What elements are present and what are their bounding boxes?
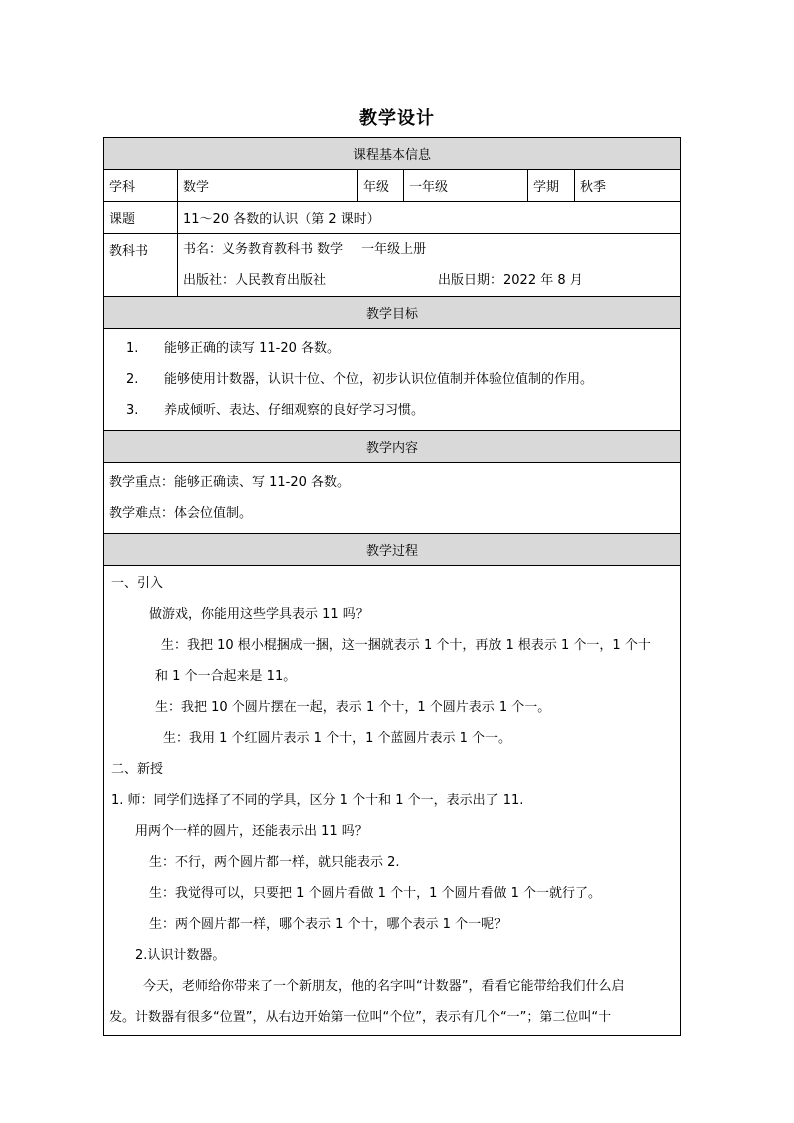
section-basic-info: 课程基本信息	[104, 138, 681, 170]
topic-label: 课题	[104, 202, 178, 234]
textbook-label: 教科书	[104, 234, 178, 297]
topic-value: 11～20 各数的认识（第 2 课时）	[178, 202, 681, 234]
term-label: 学期	[528, 170, 575, 202]
section-process: 教学过程	[104, 534, 681, 566]
grade-label: 年级	[358, 170, 404, 202]
goal-item: 2. 能够使用计数器，认识十位、个位，初步认识位值制并体验位值制的作用。	[126, 372, 594, 387]
lesson-plan-table	[103, 137, 681, 1036]
subject-label: 学科	[104, 170, 178, 202]
counter-paragraph: 今天，老师给你带来了一个新朋友，他的名字叫“计数器”，看看它能带给我们什么启	[143, 979, 625, 994]
student-answer: 生：我觉得可以，只要把 1 个圆片看做 1 个十，1 个圆片看做 1 个一就行了。	[149, 886, 602, 901]
page-title: 教学设计	[359, 108, 435, 129]
book-name: 书名：义务教育教科书 数学	[183, 242, 344, 257]
publication-date: 出版日期：2022 年 8 月	[438, 273, 583, 288]
teacher-question: 用两个一样的圆片，还能表示出 11 吗？	[135, 824, 368, 839]
publisher: 出版社：人民教育出版社	[183, 273, 327, 288]
textbook-info	[178, 234, 681, 297]
subject-value: 数学	[178, 170, 358, 202]
intro-heading: 一、引入	[111, 576, 164, 591]
student-answer: 生：我把 10 根小棍捆成一捆，这一捆就表示 1 个十，再放 1 根表示 1 个一，1 个十	[161, 638, 651, 653]
goal-item: 1. 能够正确的读写 11-20 各数。	[126, 341, 341, 356]
new-heading: 二、新授	[111, 762, 164, 777]
term-value: 秋季	[575, 170, 681, 202]
book-volume: 一年级上册	[361, 242, 427, 257]
student-answer: 生：两个圆片都一样，哪个表示 1 个十，哪个表示 1 个一呢？	[149, 917, 508, 932]
section-goals: 教学目标	[104, 297, 681, 329]
counter-heading: 2.认识计数器。	[135, 948, 226, 963]
process-block	[104, 566, 681, 1036]
difficulty: 教学难点：体会位值制。	[109, 506, 253, 521]
counter-paragraph-cont: 发。计数器有很多“位置”，从右边开始第一位叫“个位”，表示有几个“一”；第二位叫“十	[109, 1010, 612, 1025]
teacher-line: 1. 师：同学们选择了不同的学具，区分 1 个十和 1 个一，表示出了 11.	[111, 793, 524, 808]
goal-item: 3. 养成倾听、表达、仔细观察的良好学习习惯。	[126, 403, 425, 418]
intro-question: 做游戏，你能用这些学具表示 11 吗？	[149, 607, 369, 622]
student-answer: 生：我用 1 个红圆片表示 1 个十，1 个蓝圆片表示 1 个一。	[163, 731, 512, 746]
student-answer: 生：我把 10 个圆片摆在一起，表示 1 个十，1 个圆片表示 1 个一。	[155, 700, 551, 715]
goals-block	[104, 329, 681, 431]
grade-value: 一年级	[404, 170, 528, 202]
student-answer: 生：不行，两个圆片都一样，就只能表示 2.	[149, 855, 400, 870]
student-answer-cont: 和 1 个一合起来是 11。	[155, 669, 297, 684]
content-block	[104, 463, 681, 534]
section-content: 教学内容	[104, 431, 681, 463]
key-point: 教学重点：能够正确读、写 11-20 各数。	[109, 475, 351, 490]
